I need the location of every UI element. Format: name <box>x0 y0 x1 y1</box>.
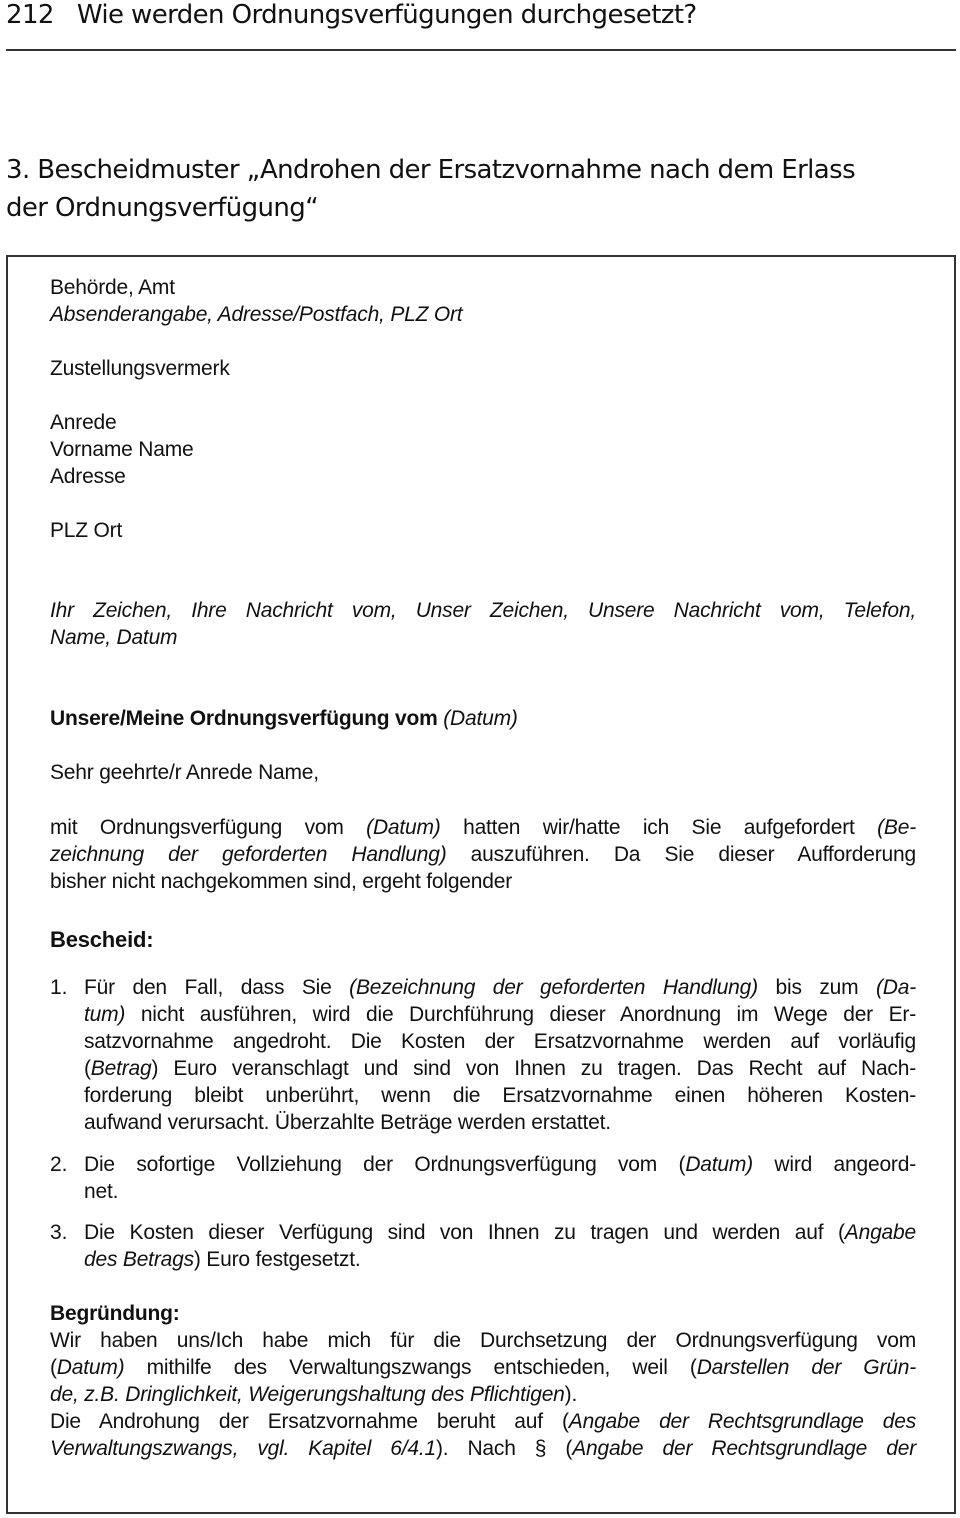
header-rule <box>6 49 956 51</box>
bold-text: Bescheid: <box>50 927 154 952</box>
text-line <box>50 1436 916 1462</box>
text-segment: net. <box>84 1180 119 1203</box>
text-segment: Sehr geehrte/r Anrede Name, <box>50 761 319 784</box>
page-number: 212 <box>6 0 54 30</box>
placeholder-text: Absenderangabe, Adresse/Postfach, PLZ Ort <box>50 303 463 326</box>
text-segment: ). <box>564 1383 578 1406</box>
text-segment: Vorname Name <box>50 438 194 461</box>
text-line <box>50 437 194 463</box>
text-segment: ) Euro veranschlagt und sind von Ihnen zu tragen. Das Recht auf Nach- <box>151 1057 916 1080</box>
text-segment: nicht ausführen, wird die Durchführung dieser Anordnung im Wege der Er- <box>125 1003 916 1026</box>
text-segment: Die sofortige Vollziehung der Ordnungsverfügung vom ( <box>84 1153 686 1176</box>
text-segment: forderung bleibt unberührt, wenn die Ersatzvornahme einen höheren Kosten- <box>84 1084 916 1107</box>
placeholder-text: Ihr Zeichen, Ihre Nachricht vom, Unser Zeichen, Unsere Nachricht vom, Telefon, <box>50 599 916 622</box>
text-segment: Behörde, Amt <box>50 276 175 299</box>
text-line <box>50 706 518 732</box>
text-line <box>84 1029 916 1055</box>
text-segment: hatten wir/hatte ich Sie aufgefordert <box>440 816 878 839</box>
placeholder-text: (Datum) <box>443 707 518 730</box>
text-segment: Für den Fall, dass Sie <box>84 976 350 999</box>
text-line <box>50 302 462 328</box>
text-line <box>84 1083 916 1109</box>
section-title-line-2: der Ordnungsverfügung“ <box>6 193 319 223</box>
placeholder-text: tum) <box>84 1003 126 1026</box>
placeholder-text: Darstellen der Grün- <box>696 1356 916 1379</box>
bold-text: Begründung: <box>50 1302 180 1325</box>
text-line <box>50 1328 916 1354</box>
text-segment: ( <box>50 1356 57 1379</box>
item-number: 2. <box>50 1153 68 1176</box>
placeholder-text: des Betrags <box>84 1248 194 1271</box>
text-line <box>50 815 916 841</box>
placeholder-text: Datum) <box>685 1153 753 1176</box>
text-segment: aufwand verursacht. Überzahlte Beträge werden erstattet. <box>84 1111 611 1134</box>
placeholder-text: zeichnung der geforderten Handlung) <box>50 843 447 866</box>
running-header <box>6 0 697 30</box>
placeholder-text: (Be- <box>877 816 916 839</box>
text-segment: Adresse <box>50 465 126 488</box>
text-line <box>50 356 230 382</box>
text-line <box>50 927 153 953</box>
placeholder-text: de, z.B. Dringlichkeit, Weigerungshaltung des Pflichtigen <box>50 1383 565 1406</box>
text-line <box>84 1152 916 1178</box>
placeholder-text: (Bezeichnung der geforderten Handlung) <box>349 976 758 999</box>
text-segment: Anrede <box>50 411 117 434</box>
placeholder-text: Verwaltungszwangs, vgl. Kapitel 6/4.1 <box>50 1437 436 1460</box>
text-line <box>50 464 126 490</box>
bold-text: Unsere/Meine Ordnungsverfügung vom <box>50 707 444 730</box>
text-line <box>84 1179 118 1205</box>
placeholder-text: (Datum) <box>366 816 441 839</box>
text-line <box>84 1002 916 1028</box>
text-line <box>84 1056 916 1082</box>
text-segment: ) Euro festgesetzt. <box>193 1248 361 1271</box>
text-line <box>50 275 175 301</box>
text-segment: ( <box>84 1057 91 1080</box>
text-segment: bisher nicht nachgekommen sind, ergeht folgender <box>50 870 513 893</box>
text-line <box>84 1220 916 1246</box>
section-title-line-1: 3. Bescheidmuster „Androhen der Ersatzvornahme nach dem Erlass <box>6 155 856 185</box>
text-line <box>50 869 512 895</box>
text-line <box>84 1247 361 1273</box>
text-segment: Die Androhung der Ersatzvornahme beruht auf ( <box>50 1410 569 1433</box>
text-line <box>50 1301 180 1327</box>
placeholder-text: Name, Datum <box>50 626 178 649</box>
text-segment: Die Kosten dieser Verfügung sind von Ihnen zu tragen und werden auf ( <box>84 1221 845 1244</box>
placeholder-text: Datum) <box>56 1356 125 1379</box>
running-title: Wie werden Ordnungsverfügungen durchgesetzt? <box>76 0 697 30</box>
item-number: 3. <box>50 1221 68 1244</box>
text-line <box>50 518 122 544</box>
item-number: 1. <box>50 976 68 999</box>
text-line <box>50 1382 577 1408</box>
text-segment: mithilfe des Verwaltungszwangs entschieden, weil ( <box>124 1356 697 1379</box>
text-line <box>50 1409 916 1435</box>
text-segment: ). Nach § ( <box>435 1437 573 1460</box>
text-segment: Wir haben uns/Ich habe mich für die Durchsetzung der Ordnungsverfügung vom <box>50 1329 916 1352</box>
text-line <box>50 1355 916 1381</box>
text-segment: mit Ordnungsverfügung vom <box>50 816 367 839</box>
text-segment: auszuführen. Da Sie dieser Aufforderung <box>446 843 916 866</box>
placeholder-text: Angabe der Rechtsgrundlage des <box>568 1410 917 1433</box>
text-segment: Zustellungsvermerk <box>50 357 230 380</box>
text-line <box>50 760 319 786</box>
text-segment: PLZ Ort <box>50 519 123 542</box>
text-line <box>50 842 916 868</box>
text-line <box>84 1110 611 1136</box>
placeholder-text: Angabe <box>844 1221 916 1244</box>
placeholder-text: Angabe der Rechtsgrundlage der <box>572 1437 916 1460</box>
text-line <box>50 410 117 436</box>
text-line <box>50 625 177 651</box>
text-line <box>84 975 916 1001</box>
text-segment: satzvornahme angedroht. Die Kosten der Ersatzvornahme werden auf vorläufig <box>84 1030 916 1053</box>
placeholder-text: Betrag <box>90 1057 152 1080</box>
text-segment: wird angeord- <box>752 1153 916 1176</box>
text-line <box>50 598 916 624</box>
text-segment: bis zum <box>757 976 876 999</box>
placeholder-text: (Da- <box>875 976 916 999</box>
